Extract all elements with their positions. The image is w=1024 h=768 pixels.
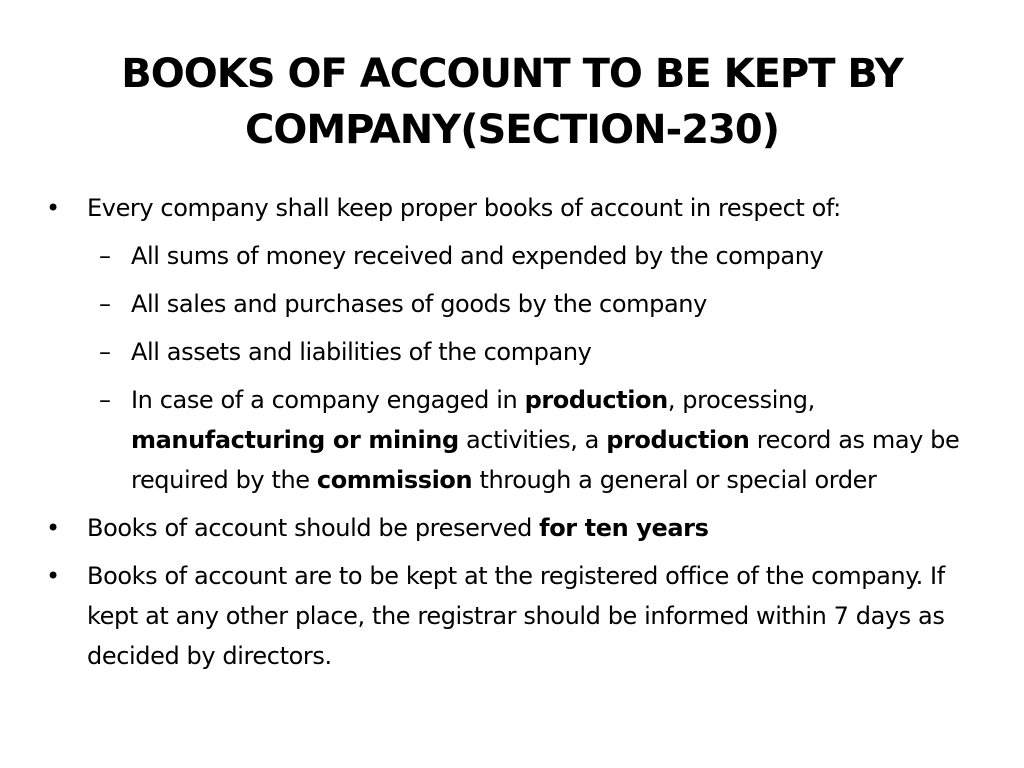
sub-item-sums-of-money bbox=[87, 236, 996, 276]
sub-item-text bbox=[131, 386, 959, 494]
sub-item-sales-purchases bbox=[87, 284, 996, 324]
emphasis-manufacturing-mining: manufacturing or mining bbox=[131, 426, 459, 454]
slide-title bbox=[40, 46, 984, 158]
dash-icon: – bbox=[99, 290, 111, 318]
text-run: Books of account should be preserved bbox=[87, 514, 540, 542]
text-run: In case of a company engaged in bbox=[131, 386, 525, 414]
dash-icon: – bbox=[99, 386, 111, 414]
sub-item-text: All assets and liabilities of the company bbox=[131, 338, 592, 366]
dash-icon: – bbox=[99, 338, 111, 366]
sub-item-text: All sums of money received and expended by the company bbox=[131, 242, 824, 270]
bullet-icon: • bbox=[46, 514, 60, 542]
bullet-item-books-requirement bbox=[46, 188, 996, 500]
text-run: record as may be required by the bbox=[131, 426, 960, 494]
bullet-item-registered-office bbox=[46, 556, 996, 676]
emphasis-commission: commission bbox=[316, 466, 473, 494]
sub-item-production-record bbox=[87, 380, 996, 500]
emphasis-production: production bbox=[524, 386, 668, 414]
text-run: through a general or special order bbox=[472, 466, 877, 494]
bullet-text: Every company shall keep proper books of account in respect of: bbox=[87, 194, 841, 222]
dash-icon: – bbox=[99, 242, 111, 270]
sub-item-assets-liabilities bbox=[87, 332, 996, 372]
bullet-item-preservation bbox=[46, 508, 996, 548]
emphasis-ten-years: for ten years bbox=[539, 514, 709, 542]
emphasis-production: production bbox=[606, 426, 750, 454]
bullet-text bbox=[87, 514, 709, 542]
sub-item-text: All sales and purchases of goods by the company bbox=[131, 290, 707, 318]
text-run: , processing, bbox=[667, 386, 815, 414]
bullet-list bbox=[46, 188, 996, 684]
bullet-icon: • bbox=[46, 562, 60, 590]
slide-title-line-1: BOOKS OF ACCOUNT TO BE KEPT BY bbox=[121, 51, 903, 97]
bullet-text: Books of account are to be kept at the registered office of the company. If kept at any other place, the registrar should be informed within 7 days as decided by directors. bbox=[87, 562, 945, 670]
sub-bullet-list bbox=[87, 236, 996, 500]
slide-title-line-2: COMPANY(SECTION-230) bbox=[244, 107, 779, 153]
bullet-icon: • bbox=[46, 194, 60, 222]
text-run: activities, a bbox=[458, 426, 607, 454]
